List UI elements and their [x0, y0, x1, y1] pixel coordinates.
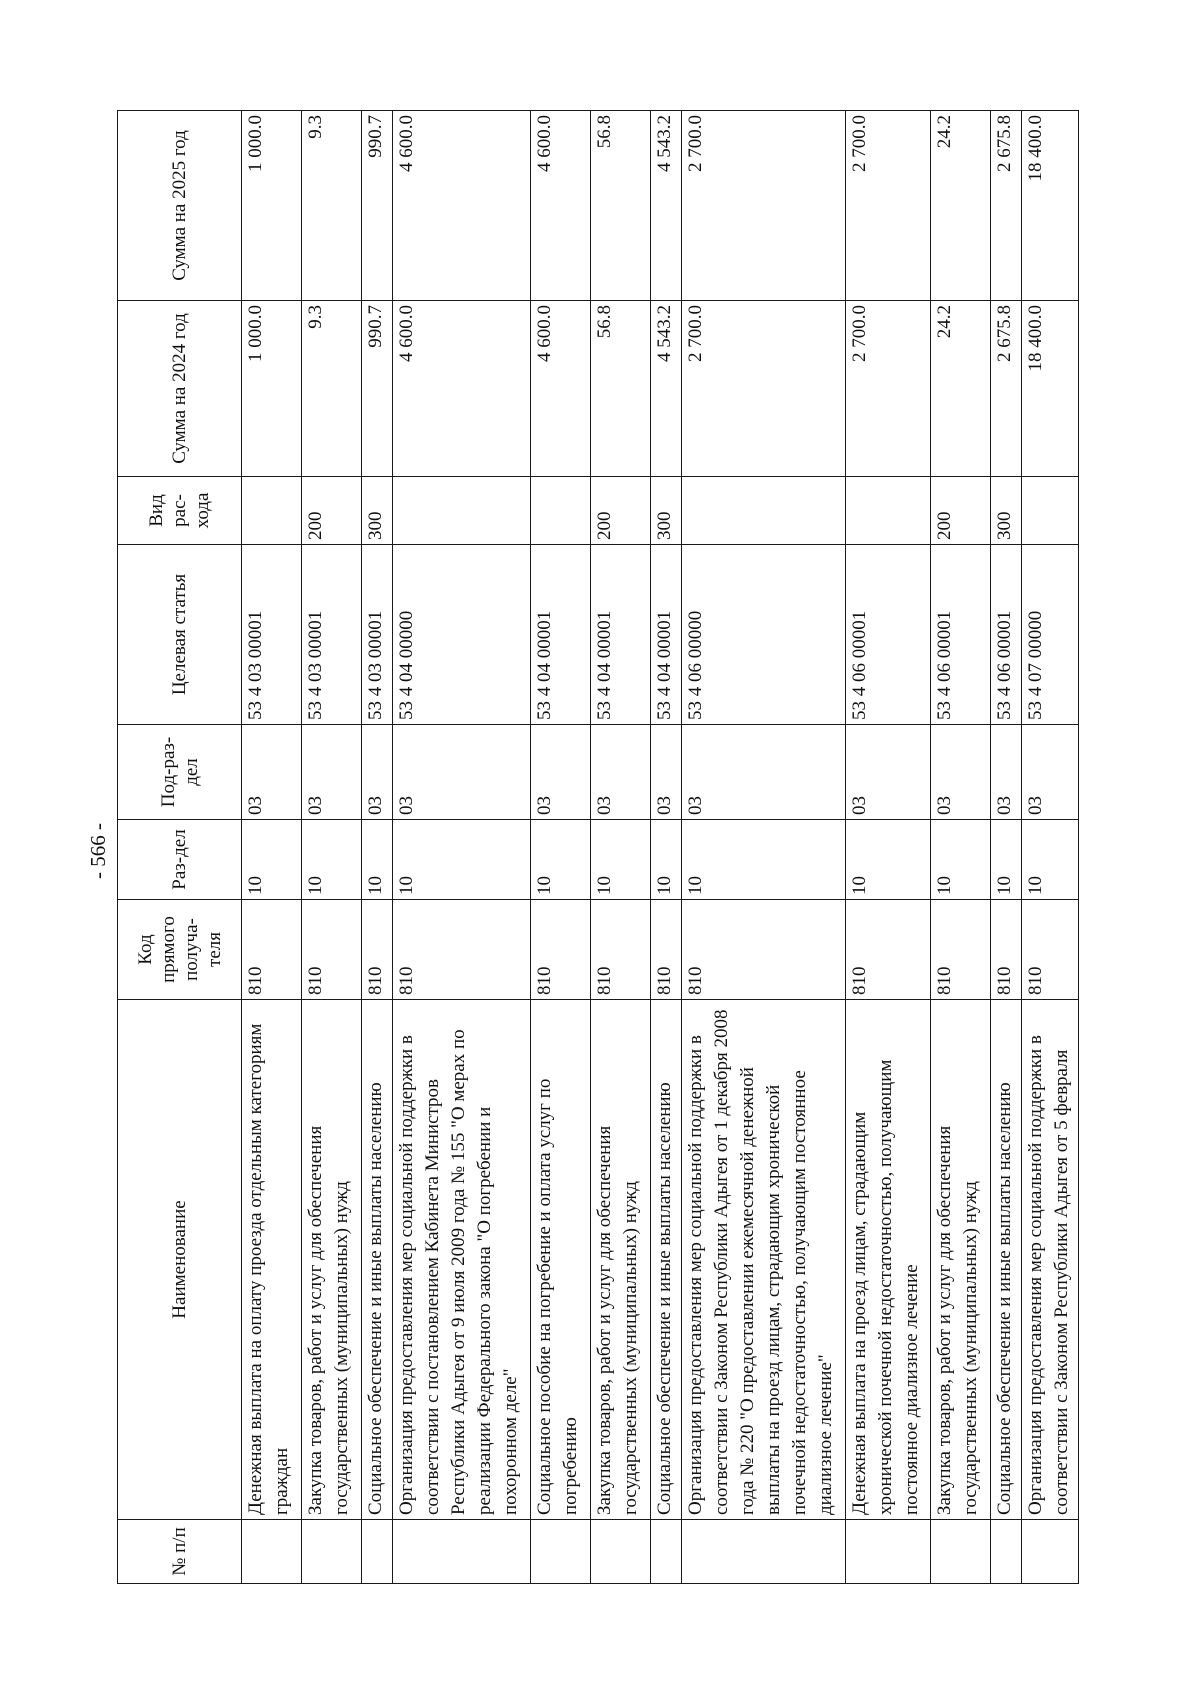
- cell-recipient-code: 810: [242, 900, 302, 1000]
- cell-name: Денежная выплата на оплату проезда отдельным категориям граждан: [242, 1000, 302, 1520]
- rotated-table-container: [117, 111, 1079, 1584]
- cell-num: [1022, 1520, 1079, 1584]
- cell-sum-2024: 2 700.0: [846, 301, 931, 477]
- cell-section: 10: [1022, 820, 1079, 900]
- cell-name: Денежная выплата на проезд лицам, страдающим хронической почечной недостаточностью, получающим постоянное диализное лечение: [846, 1000, 931, 1520]
- cell-name: Закупка товаров, работ и услуг для обеспечения государственных (муниципальных) нужд: [590, 1000, 650, 1520]
- cell-name: Социальное пособие на погребение и оплата услуг по погребению: [530, 1000, 590, 1520]
- cell-recipient-code: 810: [362, 900, 393, 1000]
- cell-sum-2025: 18 400.0: [1022, 111, 1079, 301]
- cell-sum-2024: 1 000.0: [242, 301, 302, 477]
- cell-expense-kind: [846, 477, 931, 545]
- cell-sum-2024: 4 600.0: [530, 301, 590, 477]
- cell-recipient-code: 810: [990, 900, 1021, 1000]
- cell-subsection: 03: [393, 725, 531, 820]
- cell-target-article: 53 4 04 00001: [530, 545, 590, 725]
- cell-expense-kind: 200: [302, 477, 362, 545]
- cell-sum-2024: 4 543.2: [650, 301, 681, 477]
- cell-section: 10: [681, 820, 846, 900]
- cell-expense-kind: [681, 477, 846, 545]
- cell-recipient-code: 810: [1022, 900, 1079, 1000]
- cell-recipient-code: 810: [590, 900, 650, 1000]
- cell-num: [242, 1520, 302, 1584]
- cell-sum-2024: 2 700.0: [681, 301, 846, 477]
- cell-name: Организация предоставления мер социальной поддержки в соответствии с Законом Республики Адыгея от 1 декабря 2008 года № 220 "О предоставлении ежемесячной денежной выплаты на проезд лицам, страдающим хронической почечной недостаточностью, получающим постоянное диализное лечение": [681, 1000, 846, 1520]
- cell-sum-2024: 24.2: [930, 301, 990, 477]
- cell-sum-2024: 9.3: [302, 301, 362, 477]
- cell-subsection: 03: [242, 725, 302, 820]
- table-row: [393, 111, 531, 1584]
- header-section: Раз-дел: [118, 820, 242, 900]
- cell-sum-2025: 4 543.2: [650, 111, 681, 301]
- cell-target-article: 53 4 07 00000: [1022, 545, 1079, 725]
- cell-sum-2025: 1 000.0: [242, 111, 302, 301]
- cell-sum-2025: 990.7: [362, 111, 393, 301]
- cell-section: 10: [530, 820, 590, 900]
- cell-sum-2024: 18 400.0: [1022, 301, 1079, 477]
- cell-target-article: 53 4 03 00001: [362, 545, 393, 725]
- cell-expense-kind: [530, 477, 590, 545]
- cell-expense-kind: [242, 477, 302, 545]
- table-row: [990, 111, 1021, 1584]
- cell-sum-2025: 24.2: [930, 111, 990, 301]
- cell-sum-2025: 4 600.0: [393, 111, 531, 301]
- table-row: [650, 111, 681, 1584]
- cell-sum-2024: 990.7: [362, 301, 393, 477]
- cell-recipient-code: 810: [650, 900, 681, 1000]
- cell-target-article: 53 4 04 00000: [393, 545, 531, 725]
- cell-name: Закупка товаров, работ и услуг для обеспечения государственных (муниципальных) нужд: [930, 1000, 990, 1520]
- cell-section: 10: [242, 820, 302, 900]
- page-number: - 566 -: [86, 823, 110, 879]
- cell-num: [362, 1520, 393, 1584]
- cell-num: [393, 1520, 531, 1584]
- cell-target-article: 53 4 06 00000: [681, 545, 846, 725]
- table-body: [242, 111, 1079, 1584]
- cell-expense-kind: 200: [590, 477, 650, 545]
- header-num: № п/п: [118, 1520, 242, 1584]
- cell-subsection: 03: [302, 725, 362, 820]
- cell-name: Социальное обеспечение и иные выплаты населению: [362, 1000, 393, 1520]
- cell-name: Социальное обеспечение и иные выплаты населению: [650, 1000, 681, 1520]
- cell-target-article: 53 4 06 00001: [930, 545, 990, 725]
- cell-sum-2024: 56.8: [590, 301, 650, 477]
- cell-num: [590, 1520, 650, 1584]
- table-row: [1022, 111, 1079, 1584]
- cell-target-article: 53 4 03 00001: [242, 545, 302, 725]
- budget-table: [117, 110, 1079, 1584]
- table-row: [242, 111, 302, 1584]
- table-row: [302, 111, 362, 1584]
- cell-target-article: 53 4 06 00001: [990, 545, 1021, 725]
- cell-target-article: 53 4 06 00001: [846, 545, 931, 725]
- cell-recipient-code: 810: [302, 900, 362, 1000]
- table-row: [846, 111, 931, 1584]
- table-row: [590, 111, 650, 1584]
- cell-subsection: 03: [530, 725, 590, 820]
- cell-recipient-code: 810: [681, 900, 846, 1000]
- cell-sum-2025: 4 600.0: [530, 111, 590, 301]
- cell-sum-2024: 2 675.8: [990, 301, 1021, 477]
- cell-expense-kind: 300: [362, 477, 393, 545]
- header-subsection: Под-раз-дел: [118, 725, 242, 820]
- cell-subsection: 03: [990, 725, 1021, 820]
- cell-section: 10: [590, 820, 650, 900]
- header-sum-2025: Сумма на 2025 год: [118, 111, 242, 301]
- cell-recipient-code: 810: [530, 900, 590, 1000]
- cell-expense-kind: 200: [930, 477, 990, 545]
- cell-num: [650, 1520, 681, 1584]
- cell-num: [681, 1520, 846, 1584]
- header-target-article: Целевая статья: [118, 545, 242, 725]
- cell-sum-2025: 2 700.0: [846, 111, 931, 301]
- cell-expense-kind: [1022, 477, 1079, 545]
- header-recipient-code: Код прямого получа-теля: [118, 900, 242, 1000]
- cell-recipient-code: 810: [930, 900, 990, 1000]
- cell-section: 10: [930, 820, 990, 900]
- header-expense-kind: Вид рас-хода: [118, 477, 242, 545]
- cell-section: 10: [302, 820, 362, 900]
- cell-name: Социальное обеспечение и иные выплаты населению: [990, 1000, 1021, 1520]
- cell-subsection: 03: [362, 725, 393, 820]
- cell-target-article: 53 4 04 00001: [650, 545, 681, 725]
- cell-sum-2025: 2 700.0: [681, 111, 846, 301]
- cell-subsection: 03: [1022, 725, 1079, 820]
- cell-num: [990, 1520, 1021, 1584]
- cell-expense-kind: [393, 477, 531, 545]
- cell-num: [530, 1520, 590, 1584]
- table-row: [530, 111, 590, 1584]
- cell-num: [846, 1520, 931, 1584]
- cell-num: [302, 1520, 362, 1584]
- cell-sum-2025: 2 675.8: [990, 111, 1021, 301]
- cell-name: Закупка товаров, работ и услуг для обеспечения государственных (муниципальных) нужд: [302, 1000, 362, 1520]
- cell-sum-2025: 9.3: [302, 111, 362, 301]
- cell-subsection: 03: [590, 725, 650, 820]
- cell-recipient-code: 810: [846, 900, 931, 1000]
- cell-subsection: 03: [650, 725, 681, 820]
- cell-section: 10: [393, 820, 531, 900]
- cell-name: Организация предоставления мер социальной поддержки в соответствии с постановлением Кабинета Министров Республики Адыгея от 9 июля 2009 года № 155 "О мерах по реализации Федерального закона "О погребении и похоронном деле": [393, 1000, 531, 1520]
- cell-num: [930, 1520, 990, 1584]
- cell-expense-kind: 300: [990, 477, 1021, 545]
- table-row: [930, 111, 990, 1584]
- table-row: [681, 111, 846, 1584]
- cell-subsection: 03: [681, 725, 846, 820]
- cell-target-article: 53 4 03 00001: [302, 545, 362, 725]
- header-name: Наименование: [118, 1000, 242, 1520]
- cell-subsection: 03: [930, 725, 990, 820]
- cell-section: 10: [846, 820, 931, 900]
- cell-section: 10: [650, 820, 681, 900]
- cell-sum-2025: 56.8: [590, 111, 650, 301]
- cell-section: 10: [362, 820, 393, 900]
- cell-sum-2024: 4 600.0: [393, 301, 531, 477]
- cell-expense-kind: 300: [650, 477, 681, 545]
- cell-target-article: 53 4 04 00001: [590, 545, 650, 725]
- cell-subsection: 03: [846, 725, 931, 820]
- cell-section: 10: [990, 820, 1021, 900]
- table-row: [362, 111, 393, 1584]
- table-header-row: [118, 111, 242, 1584]
- cell-recipient-code: 810: [393, 900, 531, 1000]
- cell-name: Организация предоставления мер социальной поддержки в соответствии с Законом Республики Адыгея от 5 февраля: [1022, 1000, 1079, 1520]
- header-sum-2024: Сумма на 2024 год: [118, 301, 242, 477]
